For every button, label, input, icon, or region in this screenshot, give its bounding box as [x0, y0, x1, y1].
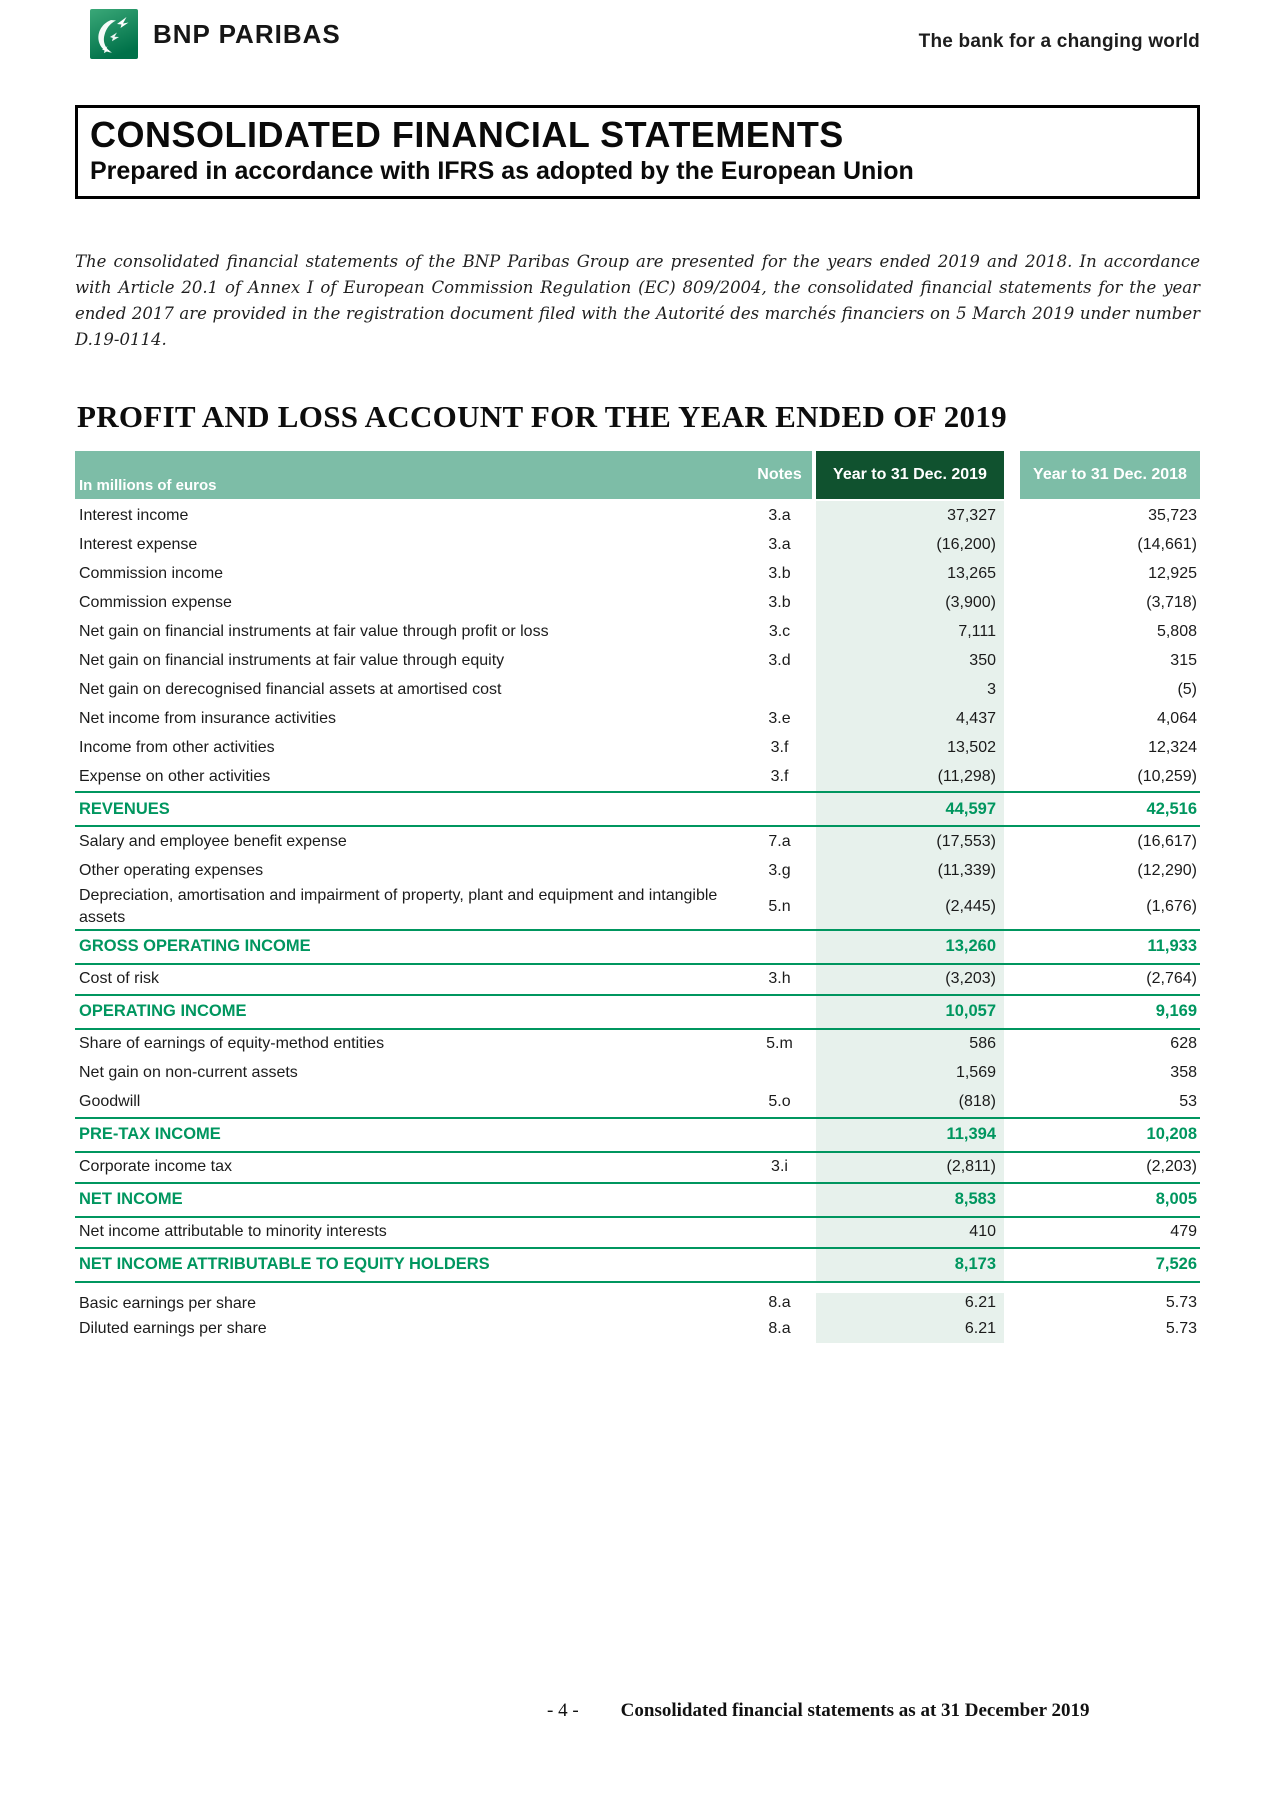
row-value-2018: (16,617) [1137, 832, 1197, 850]
row-label: Depreciation, amortisation and impairment of property, plant and equipment and intangible assets [79, 887, 718, 926]
table-row [75, 1153, 1200, 1182]
table-row [75, 646, 1200, 675]
row-value-2019: (3,203) [816, 965, 1004, 994]
page-number: - 4 - [547, 1700, 579, 1721]
brand-header [90, 8, 1200, 60]
row-value-2018: 11,933 [1147, 937, 1197, 956]
row-note: 3.g [768, 861, 791, 879]
table-row [75, 1283, 1200, 1315]
row-note: 3.b [768, 564, 791, 582]
row-value-2019: 6.21 [816, 1314, 1004, 1343]
table-row [75, 885, 1200, 928]
title-box [75, 105, 1200, 199]
table-row [75, 1247, 1200, 1283]
row-value-2018: 53 [1179, 1093, 1197, 1111]
col-header-2018: Year to 31 Dec. 2018 [1020, 451, 1200, 499]
row-note: 7.a [768, 832, 791, 850]
row-value-2019: (2,445) [816, 885, 1004, 928]
row-note [747, 793, 812, 825]
row-value-2019: 586 [816, 1030, 1004, 1059]
row-value-2018: 8,005 [1155, 1190, 1197, 1209]
row-value-2018: 12,925 [1148, 564, 1197, 582]
row-note: 3.b [768, 593, 791, 611]
row-value-2018: 7,526 [1155, 1255, 1197, 1274]
row-note: 5.m [766, 1035, 793, 1053]
row-label: Corporate income tax [79, 1158, 232, 1176]
row-label: GROSS OPERATING INCOME [79, 937, 311, 956]
row-note: 8.a [768, 1294, 791, 1312]
table-row [75, 791, 1200, 827]
row-note [747, 996, 812, 1028]
row-value-2018: 4,064 [1156, 709, 1197, 727]
row-note: 8.a [768, 1319, 791, 1337]
row-label: Income from other activities [79, 739, 275, 757]
table-row [75, 559, 1200, 588]
table-row [75, 530, 1200, 559]
row-note: 5.o [768, 1093, 791, 1111]
table-row [75, 1088, 1200, 1117]
row-label: NET INCOME ATTRIBUTABLE TO EQUITY HOLDERS [79, 1255, 490, 1274]
row-value-2019: 7,111 [816, 617, 1004, 646]
row-value-2018: 479 [1170, 1223, 1197, 1241]
row-note [747, 1059, 812, 1088]
row-label: Share of earnings of equity-method entities [79, 1035, 385, 1053]
row-value-2018: 5.73 [1165, 1294, 1197, 1312]
table-row [75, 704, 1200, 733]
row-label: Interest income [79, 507, 189, 525]
row-label: Commission income [79, 565, 224, 583]
row-value-2019: 8,583 [816, 1184, 1004, 1216]
row-value-2019: 13,260 [816, 931, 1004, 963]
row-value-2019: 37,327 [816, 501, 1004, 530]
row-value-2019: 1,569 [816, 1059, 1004, 1088]
table-row [75, 1117, 1200, 1153]
row-label: PRE-TAX INCOME [79, 1125, 221, 1144]
row-value-2018: 35,723 [1148, 506, 1197, 524]
table-row [75, 762, 1200, 791]
row-note: 3.d [768, 651, 791, 669]
row-value-2019: (11,298) [816, 762, 1004, 791]
row-label: REVENUES [79, 800, 170, 819]
table-row [75, 929, 1200, 965]
row-value-2018: 12,324 [1148, 738, 1197, 756]
row-value-2019: 13,265 [816, 559, 1004, 588]
row-value-2018: 10,208 [1146, 1125, 1197, 1144]
row-label: Expense on other activities [79, 768, 271, 786]
brand-name: BNP PARIBAS [153, 18, 341, 49]
table-row [75, 501, 1200, 530]
row-value-2019: (17,553) [816, 827, 1004, 856]
row-label: Goodwill [79, 1093, 141, 1111]
row-value-2018: (3,718) [1146, 593, 1197, 611]
row-note [747, 931, 812, 963]
section-title: PROFIT AND LOSS ACCOUNT FOR THE YEAR ENDED OF 2019 [77, 399, 1007, 435]
row-value-2019: 6.21 [816, 1293, 1004, 1315]
col-header-notes: Notes [747, 451, 812, 499]
table-row [75, 617, 1200, 646]
row-value-2018: 358 [1170, 1064, 1197, 1082]
table-row [75, 1030, 1200, 1059]
row-label: Net gain on derecognised financial assets at amortised cost [79, 681, 502, 699]
profit-loss-table [75, 451, 1200, 1343]
table-row [75, 994, 1200, 1030]
table-row [75, 1059, 1200, 1088]
row-value-2018: (1,676) [1146, 897, 1197, 915]
row-value-2018: 5,808 [1156, 622, 1197, 640]
row-value-2018: (5) [1177, 680, 1197, 698]
row-value-2019: 10,057 [816, 996, 1004, 1028]
row-value-2019: (2,811) [816, 1153, 1004, 1182]
row-note: 3.a [768, 506, 791, 524]
row-value-2018: (2,764) [1146, 970, 1197, 988]
footer-title: Consolidated financial statements as at 31 December 2019 [620, 1700, 1090, 1721]
row-note [747, 675, 812, 704]
row-value-2019: (11,339) [816, 856, 1004, 885]
row-value-2019: 11,394 [816, 1119, 1004, 1151]
row-label: Cost of risk [79, 970, 160, 988]
row-note: 3.h [768, 970, 791, 988]
row-value-2019: 4,437 [816, 704, 1004, 733]
row-value-2018: (12,290) [1137, 861, 1197, 879]
table-row [75, 1314, 1200, 1343]
row-label: Net gain on non-current assets [79, 1064, 298, 1082]
row-value-2019: 8,173 [816, 1249, 1004, 1281]
row-label: Interest expense [79, 536, 198, 554]
row-value-2018: 628 [1170, 1035, 1197, 1053]
row-label: Net income from insurance activities [79, 710, 336, 728]
table-header [75, 451, 1200, 499]
row-label: Other operating expenses [79, 862, 264, 880]
row-value-2018: (14,661) [1137, 535, 1197, 553]
row-note [747, 1218, 812, 1247]
row-label: Diluted earnings per share [79, 1319, 267, 1337]
table-row [75, 1182, 1200, 1218]
row-note: 3.a [768, 535, 791, 553]
row-label: Basic earnings per share [79, 1294, 256, 1312]
row-note: 3.c [768, 622, 791, 640]
row-label: Commission expense [79, 594, 232, 612]
row-value-2018: (10,259) [1137, 767, 1197, 785]
page-subtitle: Prepared in accordance with IFRS as adopted by the European Union [90, 157, 914, 186]
row-label: NET INCOME [79, 1190, 183, 1209]
row-value-2019: 13,502 [816, 733, 1004, 762]
intro-paragraph: The consolidated financial statements of the BNP Paribas Group are presented for the years ended 2019 and 2018. In accordance with Article 20.1 of Annex I of European Commission Regulation (EC) 809/2004, the consolidated financial statements for the year ended 2017 are provided in the registration document filed with the Autorité des marchés financiers on 5 March 2019 under number D.19-0114. [75, 252, 1200, 350]
row-note: 5.n [768, 897, 791, 915]
row-note [747, 1184, 812, 1216]
row-label: OPERATING INCOME [79, 1002, 247, 1021]
table-row [75, 588, 1200, 617]
row-label: Salary and employee benefit expense [79, 833, 347, 851]
row-value-2018: 5.73 [1165, 1319, 1197, 1337]
row-label: Net income attributable to minority interests [79, 1223, 387, 1241]
row-value-2018: 42,516 [1146, 799, 1197, 818]
row-value-2019: 3 [816, 675, 1004, 704]
bnp-logo-icon [90, 9, 138, 59]
page-footer [75, 1700, 1200, 1722]
row-note: 3.f [770, 738, 789, 756]
brand-tagline: The bank for a changing world [918, 31, 1200, 52]
row-value-2019: 350 [816, 646, 1004, 675]
row-value-2018: (2,203) [1146, 1158, 1197, 1176]
row-value-2019: (3,900) [816, 588, 1004, 617]
table-row [75, 1218, 1200, 1247]
col-header-2019: Year to 31 Dec. 2019 [816, 451, 1004, 499]
unit-label: In millions of euros [75, 451, 747, 499]
row-note: 3.f [770, 767, 789, 785]
row-value-2019: (16,200) [816, 530, 1004, 559]
row-value-2018: 315 [1170, 651, 1197, 669]
row-note: 3.i [771, 1158, 788, 1176]
row-note: 3.e [768, 709, 791, 727]
table-row [75, 856, 1200, 885]
row-value-2019: (818) [816, 1088, 1004, 1117]
row-note [747, 1119, 812, 1151]
row-label: Net gain on financial instruments at fair value through equity [79, 652, 505, 670]
page-title: CONSOLIDATED FINANCIAL STATEMENTS [90, 114, 844, 155]
row-value-2019: 410 [816, 1218, 1004, 1247]
row-value-2018: 9,169 [1155, 1002, 1197, 1021]
table-body [75, 501, 1200, 1343]
row-value-2019: 44,597 [816, 793, 1004, 825]
table-row [75, 827, 1200, 856]
row-label: Net gain on financial instruments at fair value through profit or loss [79, 623, 549, 641]
table-row [75, 675, 1200, 704]
table-row [75, 965, 1200, 994]
row-note [747, 1249, 812, 1281]
table-row [75, 733, 1200, 762]
